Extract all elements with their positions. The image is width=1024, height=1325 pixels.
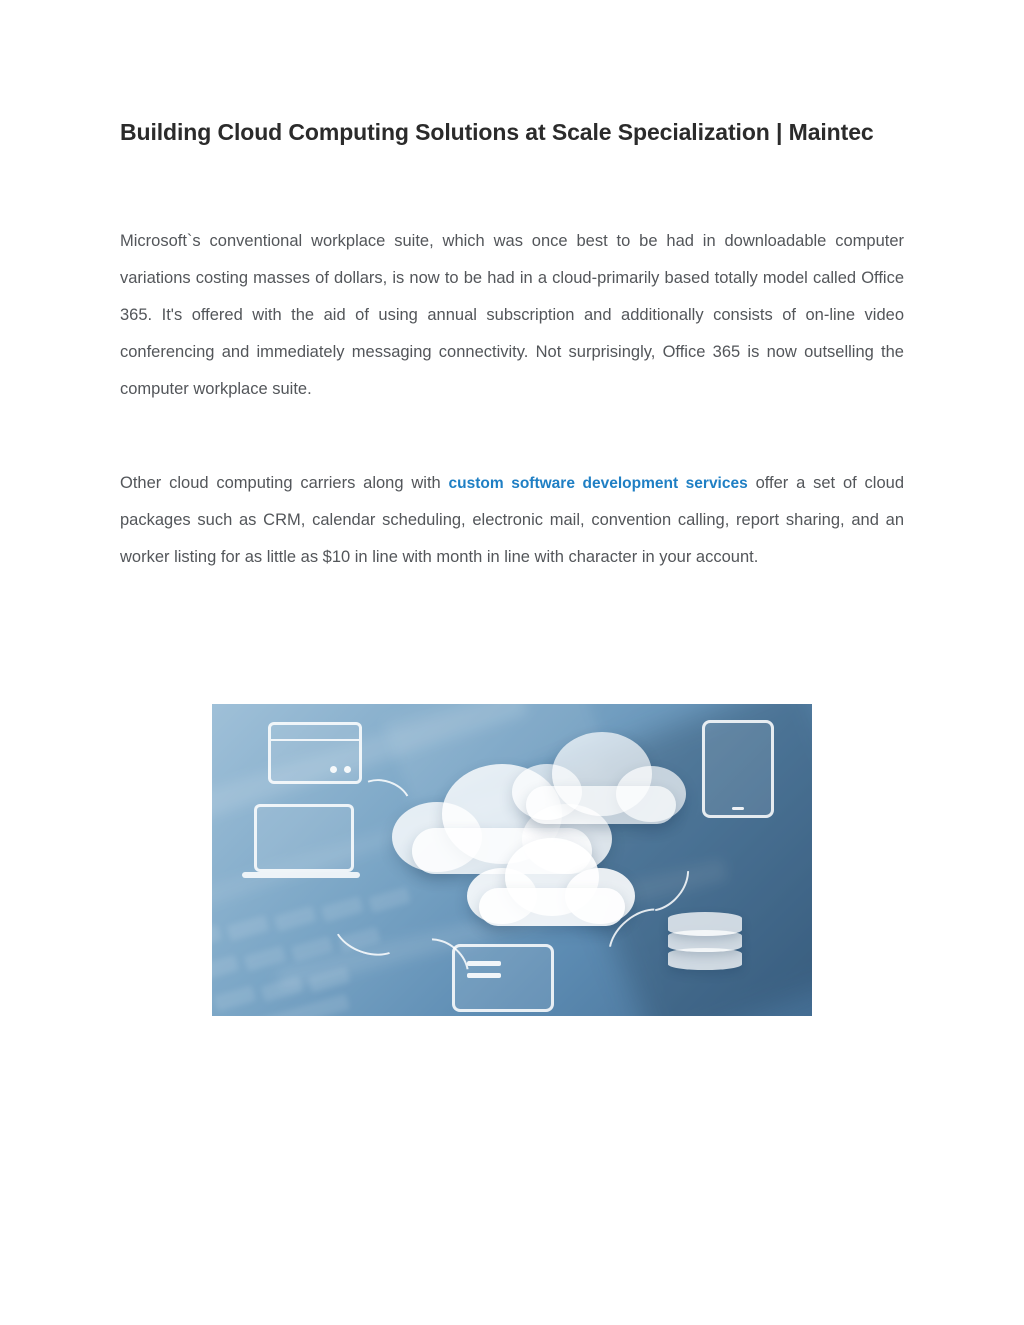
paragraph-1: Microsoft`s conventional workplace suite, which was once best to be had in downloadable computer variations costing masses of dollars, is now to be had in a cloud-primarily based totally model called Office 365. It's offered with the aid of using annual subscription and additionally consists of on-line video conferencing and immediately messaging connectivity. Not surprisingly, Office 365 is now outselling the computer workplace suite.: [120, 232, 904, 398]
custom-software-development-services-link[interactable]: custom software development services: [448, 475, 748, 492]
laptop-icon: [254, 804, 354, 872]
laptop-base: [242, 872, 360, 878]
paragraph-2-text-after: offer a set of cloud packages such as CRM, calendar scheduling, electronic mail, convention calling, report sharing, and an worker listing for as little as $10 in line with month in line with character in your account.: [120, 474, 904, 566]
paragraph-2-text-before: Other cloud computing carriers along with: [120, 474, 449, 492]
figure-container: [120, 704, 904, 1016]
page-title: Building Cloud Computing Solutions at Scale Specialization | Maintec: [120, 119, 874, 145]
browser-window-icon: [268, 722, 362, 784]
database-icon: [668, 912, 742, 936]
tablet-icon: [702, 720, 774, 818]
paragraph-2: [120, 465, 904, 576]
article-body: [120, 223, 904, 576]
cloud-computing-image: [212, 704, 812, 1016]
